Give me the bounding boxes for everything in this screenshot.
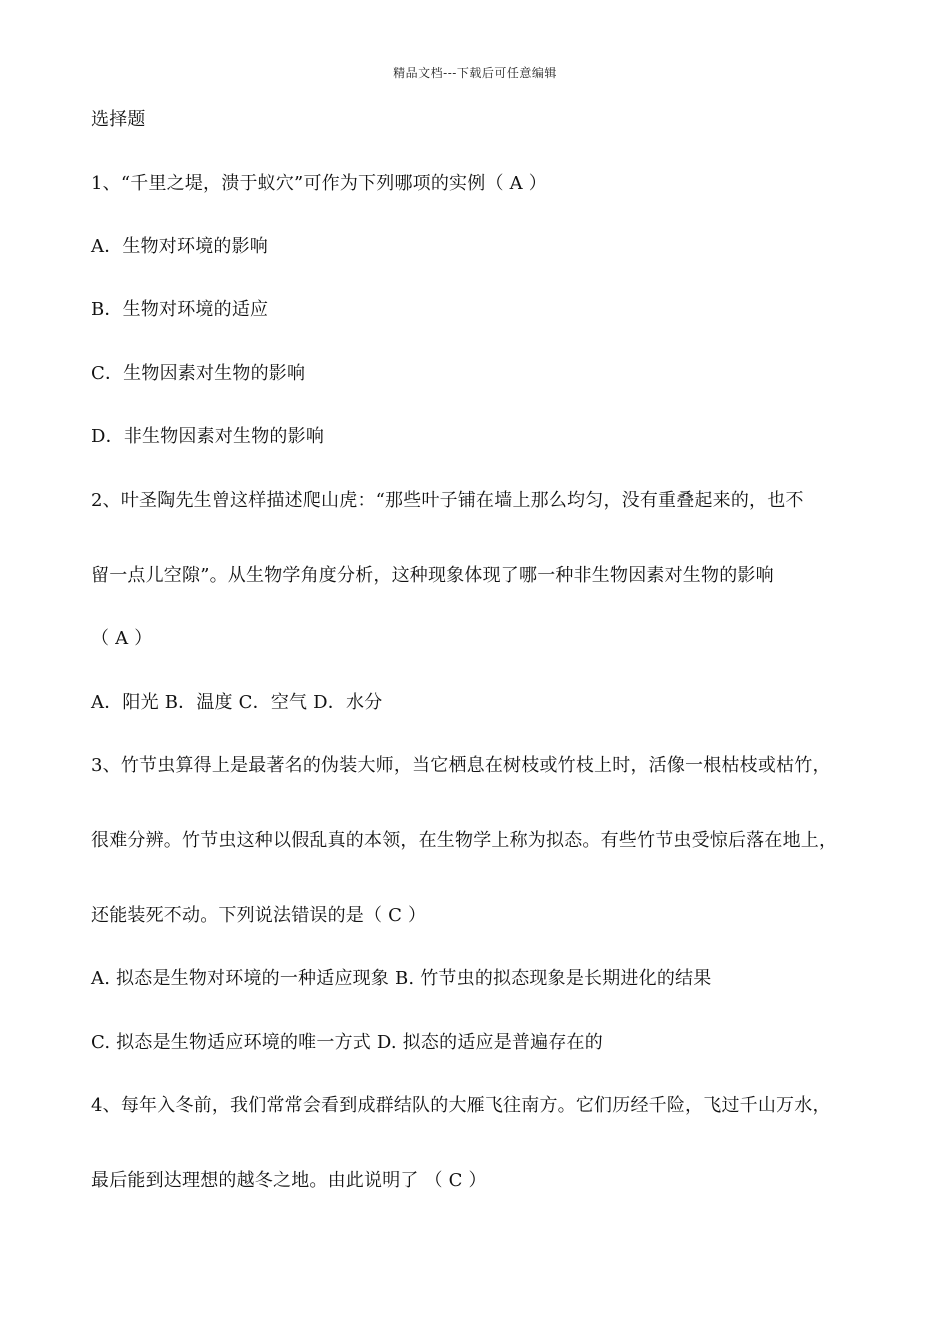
question-4-stem-line-2: 最后能到达理想的越冬之地。由此说明了 （ C ）: [91, 1170, 487, 1191]
section-title: 选择题: [91, 109, 146, 130]
question-4-stem-line-1: 4、每年入冬前，我们常常会看到成群结队的大雁飞往南方。它们历经千险，飞过千山万水，: [91, 1095, 831, 1116]
question-2-options: A．阳光 B．温度 C．空气 D．水分: [91, 692, 383, 713]
question-1-option-a: A．生物对环境的影响: [91, 236, 268, 257]
question-3-options-ab: A. 拟态是生物对环境的一种适应现象 B. 竹节虫的拟态现象是长期进化的结果: [91, 968, 712, 989]
question-1-option-b: B．生物对环境的适应: [91, 299, 269, 320]
question-3-stem-line-1: 3、竹节虫算得上是最著名的伪装大师，当它栖息在树枝或竹枝上时，活像一根枯枝或枯竹，: [91, 755, 831, 776]
question-2-stem-line-1: 2、叶圣陶先生曾这样描述爬山虎：“那些叶子铺在墙上那么均匀，没有重叠起来的，也不: [91, 490, 804, 511]
question-1-stem: 1、“千里之堤，溃于蚁穴”可作为下列哪项的实例（ A ）: [91, 173, 547, 194]
question-3-options-cd: C. 拟态是生物适应环境的唯一方式 D. 拟态的适应是普遍存在的: [91, 1032, 603, 1053]
question-3-stem-line-2: 很难分辨。竹节虫这种以假乱真的本领，在生物学上称为拟态。有些竹节虫受惊后落在地上，: [91, 830, 838, 851]
question-1-option-c: C．生物因素对生物的影响: [91, 363, 306, 384]
question-2-answer: （ A ）: [91, 628, 153, 649]
question-1-option-d: D．非生物因素对生物的影响: [91, 426, 325, 447]
question-3-stem-line-3: 还能装死不动。下列说法错误的是（ C ）: [91, 905, 427, 926]
page-header: 精品文档---下载后可任意编辑: [393, 66, 557, 80]
question-2-stem-line-2: 留一点儿空隙”。从生物学角度分析，这种现象体现了哪一种非生物因素对生物的影响: [91, 565, 774, 586]
